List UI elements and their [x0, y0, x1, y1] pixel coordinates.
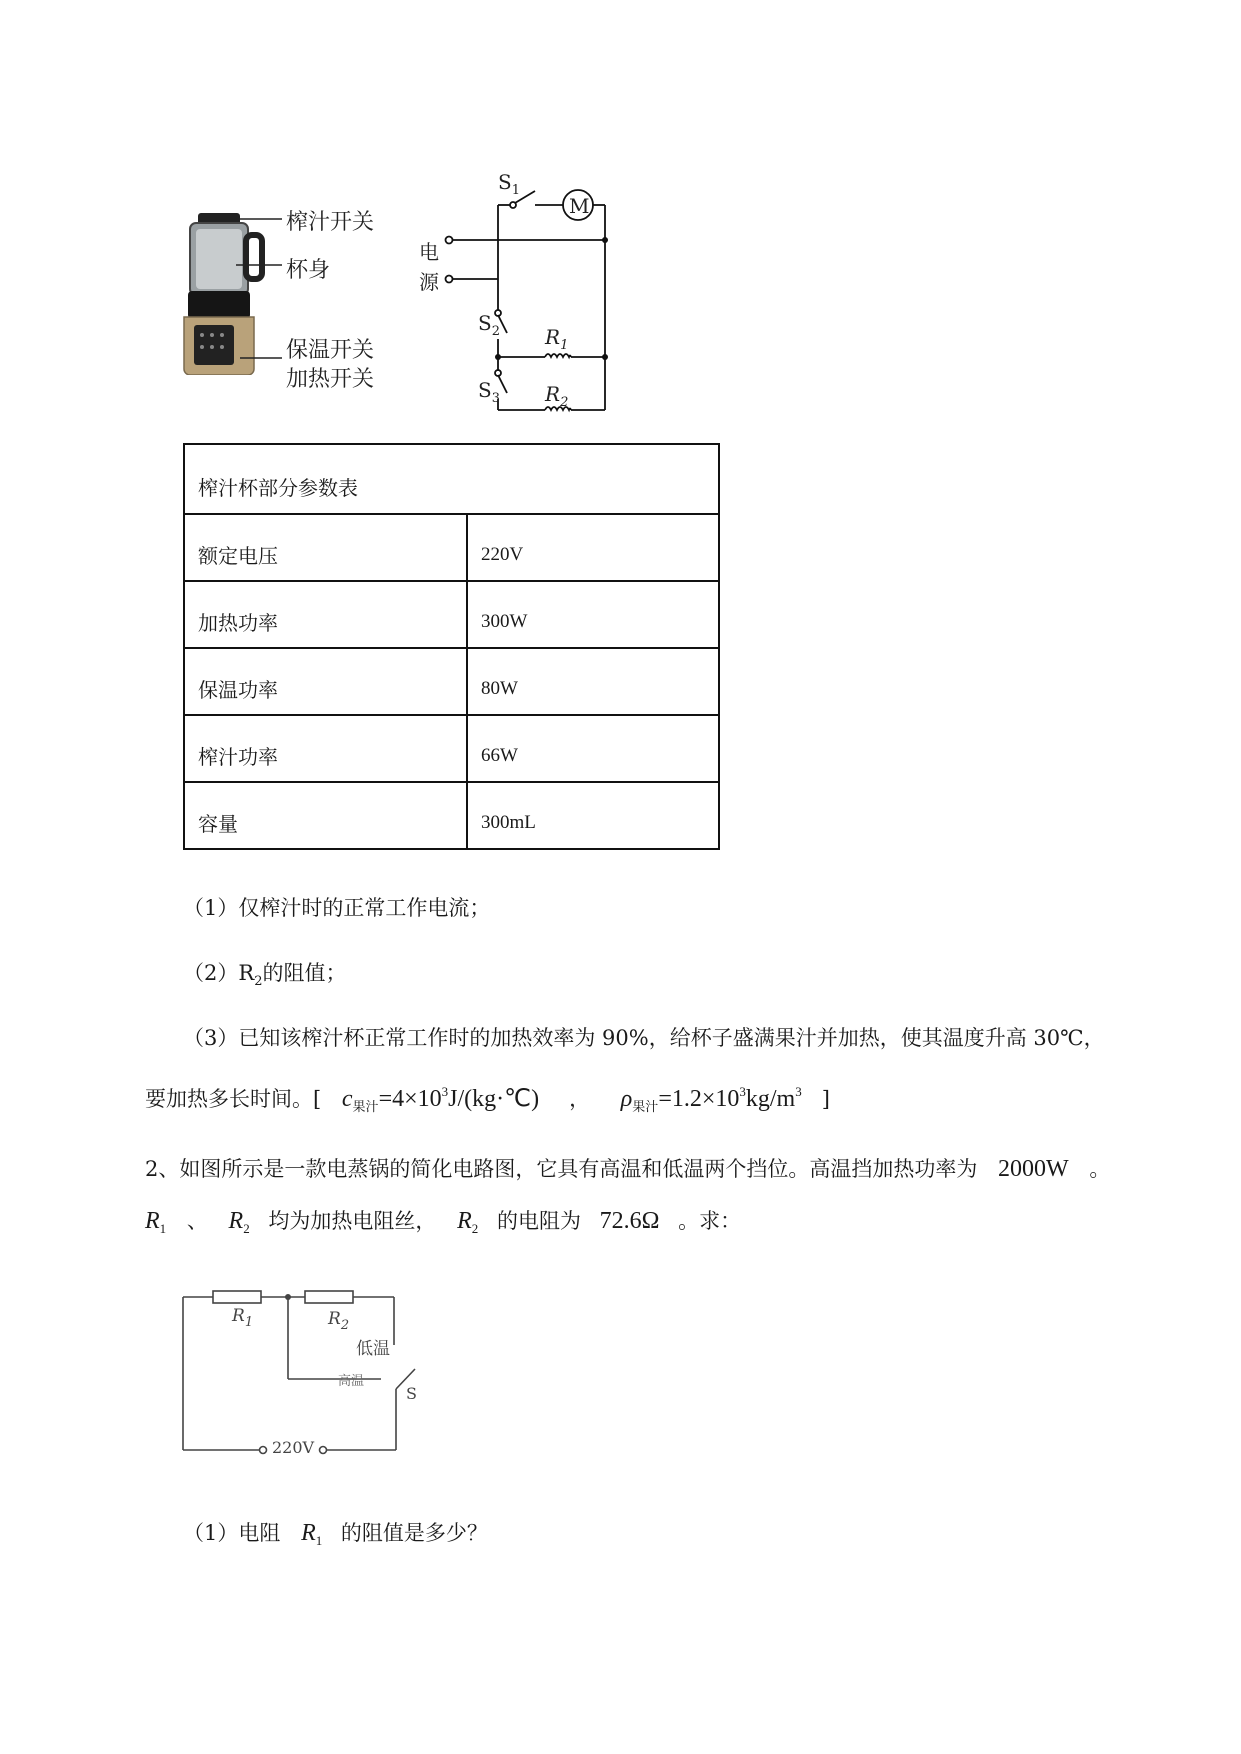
density-formula: $\rho_{果汁}=1.2\times 10^3kg/m^3$: [620, 1084, 802, 1114]
switch-s-label: S: [406, 1384, 417, 1403]
cup-body-label: 杯身: [286, 258, 331, 283]
low-temp-label: 低温: [356, 1339, 390, 1359]
q1-part2: $(2)R_2$的阻值；: [183, 961, 347, 989]
table-row: [184, 581, 719, 648]
heating-switch-label: 加热开关: [286, 367, 375, 392]
steamer-circuit-diagram: [175, 1285, 455, 1475]
resistor-r1-label: $R_1$: [545, 325, 569, 353]
switch-s2-label: $S_2$: [478, 311, 500, 339]
specific-heat-formula: $c_{果汁}=4\times 10^3J/(kg\cdot℃)$: [341, 1084, 540, 1114]
table-row: [184, 782, 719, 849]
callout-lines: [230, 200, 290, 370]
table-row: [184, 715, 719, 782]
q2-part1: （1）电阻 $R_1$ 的阻值是多少？: [183, 1520, 488, 1548]
switch-s3-label: $S_3$: [478, 378, 500, 406]
q2-line2: $R_1$ 、 $R_2$ 均为加热电阻丝， $R_2$ 的电阻为 72.6Ω 。求：: [145, 1208, 742, 1236]
q1-part3-line1: （3）已知该榨汁杯正常工作时的加热效率为 90%，给杯子盛满果汁并加热，使其温度升高 30℃，: [183, 1026, 1105, 1050]
table-cell-label: 保温功率: [184, 648, 467, 715]
high-temp-label: 高温: [338, 1374, 365, 1389]
juicer-parameter-table: [183, 443, 720, 850]
table-cell-value: 300mL: [467, 782, 719, 849]
power-source-label-2: 源: [419, 270, 439, 294]
motor-label: M: [569, 194, 590, 218]
steamer-r2-label: $R_2$: [328, 1309, 350, 1333]
table-cell-value: 66W: [467, 715, 719, 782]
table-cell-value: 220V: [467, 514, 719, 581]
table-cell-label: 额定电压: [184, 514, 467, 581]
keep-warm-switch-label: 保温开关: [286, 338, 375, 363]
table-cell-label: 榨汁功率: [184, 715, 467, 782]
table-cell-label: 容量: [184, 782, 467, 849]
juice-switch-label: 榨汁开关: [286, 210, 375, 235]
voltage-label: 220V: [272, 1438, 315, 1457]
table-cell-value: 80W: [467, 648, 719, 715]
steamer-r1-label: $R_1$: [232, 1306, 254, 1330]
q1-part1: （1）仅榨汁时的正常工作电流；: [183, 896, 491, 920]
resistor-r2-label: $R_2$: [545, 382, 569, 410]
table-row: [184, 648, 719, 715]
switch-s1-label: $S_1$: [498, 170, 520, 198]
power-source-label-1: 电: [419, 240, 439, 264]
table-title-row: [184, 444, 719, 514]
table-row: [184, 514, 719, 581]
q2-line1: 2、如图所示是一款电蒸锅的简化电路图，它具有高温和低温两个挡位。高温挡加热功率为 2000W 。: [145, 1156, 1111, 1182]
table-cell-label: 加热功率: [184, 581, 467, 648]
table-title: 榨汁杯部分参数表: [184, 444, 719, 514]
table-cell-value: 300W: [467, 581, 719, 648]
q1-part3-line2: 要加热多长时间。[ $c_{果汁}=4\times 10^3J/(kg\cdot℃)$ ， $\rho_{果汁}=1.2\times 10^3kg/m^3$ ]: [145, 1084, 830, 1114]
